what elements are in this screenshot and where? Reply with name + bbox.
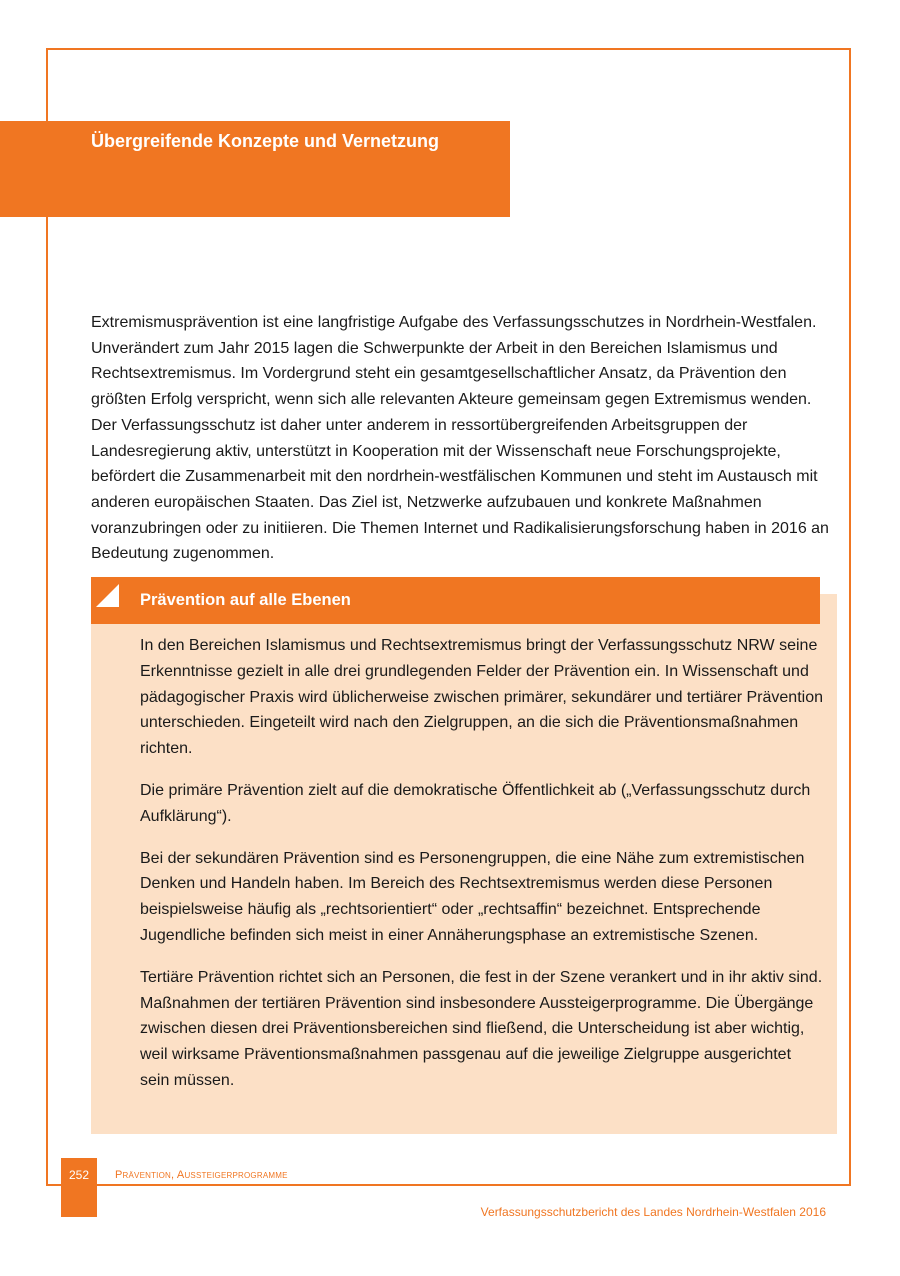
info-box-title: Prävention auf alle Ebenen — [140, 591, 351, 609]
running-head: Prävention, Aussteigerprogramme — [115, 1169, 288, 1181]
corner-triangle-icon — [96, 584, 119, 607]
info-paragraph-2: Die primäre Prävention zielt auf die demokratische Öffentlichkeit ab („Verfassungsschutz durch Aufklärung“). — [140, 781, 811, 825]
info-box-body — [140, 633, 824, 1110]
publication-title: Verfassungsschutzbericht des Landes Nordrhein-Westfalen 2016 — [480, 1205, 826, 1219]
intro-paragraph: Extremismusprävention ist eine langfristige Aufgabe des Verfassungsschutzes in Nordrhein-Westfalen. Unverändert zum Jahr 2015 lagen die Schwerpunkte der Arbeit in den Bereichen Islamismus und Rechtsextremismus. Im Vordergrund steht ein gesamtgesellschaftlicher Ansatz, da Prävention den größten Erfolg verspricht, wenn sich alle relevanten Akteure gemeinsam gegen Extremismus wenden. Der Verfassungsschutz ist daher unter anderem in ressortübergreifenden Arbeitsgruppen der Landesregierung aktiv, unterstützt in Kooperation mit der Wissenschaft neue Forschungsprojekte, befördert die Zusammenarbeit mit den nordrhein-westfälischen Kommunen und steht im Austausch mit anderen europäischen Staaten. Das Ziel ist, Netzwerke aufzubauen und konkrete Maßnahmen voranzubringen oder zu initiieren. Die Themen Internet und Radikalisierungsforschung haben in 2016 an Bedeutung zugenommen. — [91, 314, 829, 563]
page-number-tab — [61, 1158, 97, 1217]
info-paragraph-4: Tertiäre Prävention richtet sich an Personen, die fest in der Szene verankert und in ihr aktiv sind. Maßnahmen der tertiären Prävention sind insbesondere Aussteigerprogramme. Die Übergänge zwischen diesen drei Präventionsbereichen sind fließend, die Unterscheidung ist aber wichtig, weil wirksame Präventionsmaßnahmen passgenau auf die jeweilige Zielgruppe ausgerichtet sein müssen. — [140, 968, 823, 1089]
info-paragraph-3: Bei der sekundären Prävention sind es Personengruppen, die eine Nähe zum extremistischen Denken und Handeln haben. Im Bereich des Rechtsextremismus werden diese Personen beispielsweise häufig als „rechtsorientiert“ oder „rechtsaffin“ bezeichnet. Entsprechende Jugendliche befinden sich meist in einer Annäherungsphase an extremistische Szenen. — [140, 849, 805, 944]
page-number: 252 — [68, 1168, 90, 1182]
section-title: Übergreifende Konzepte und Vernetzung — [91, 131, 440, 151]
info-paragraph-1: In den Bereichen Islamismus und Rechtsextremismus bringt der Verfassungsschutz NRW seine Erkenntnisse gezielt in alle drei grundlegenden Felder der Prävention ein. In Wissenschaft und pädagogischer Praxis wird üblicherweise zwischen primärer, sekundärer und tertiärer Prävention unterschieden. Eingeteilt wird nach den Zielgruppen, an die sich die Präventionsmaßnahmen richten. — [140, 637, 823, 758]
